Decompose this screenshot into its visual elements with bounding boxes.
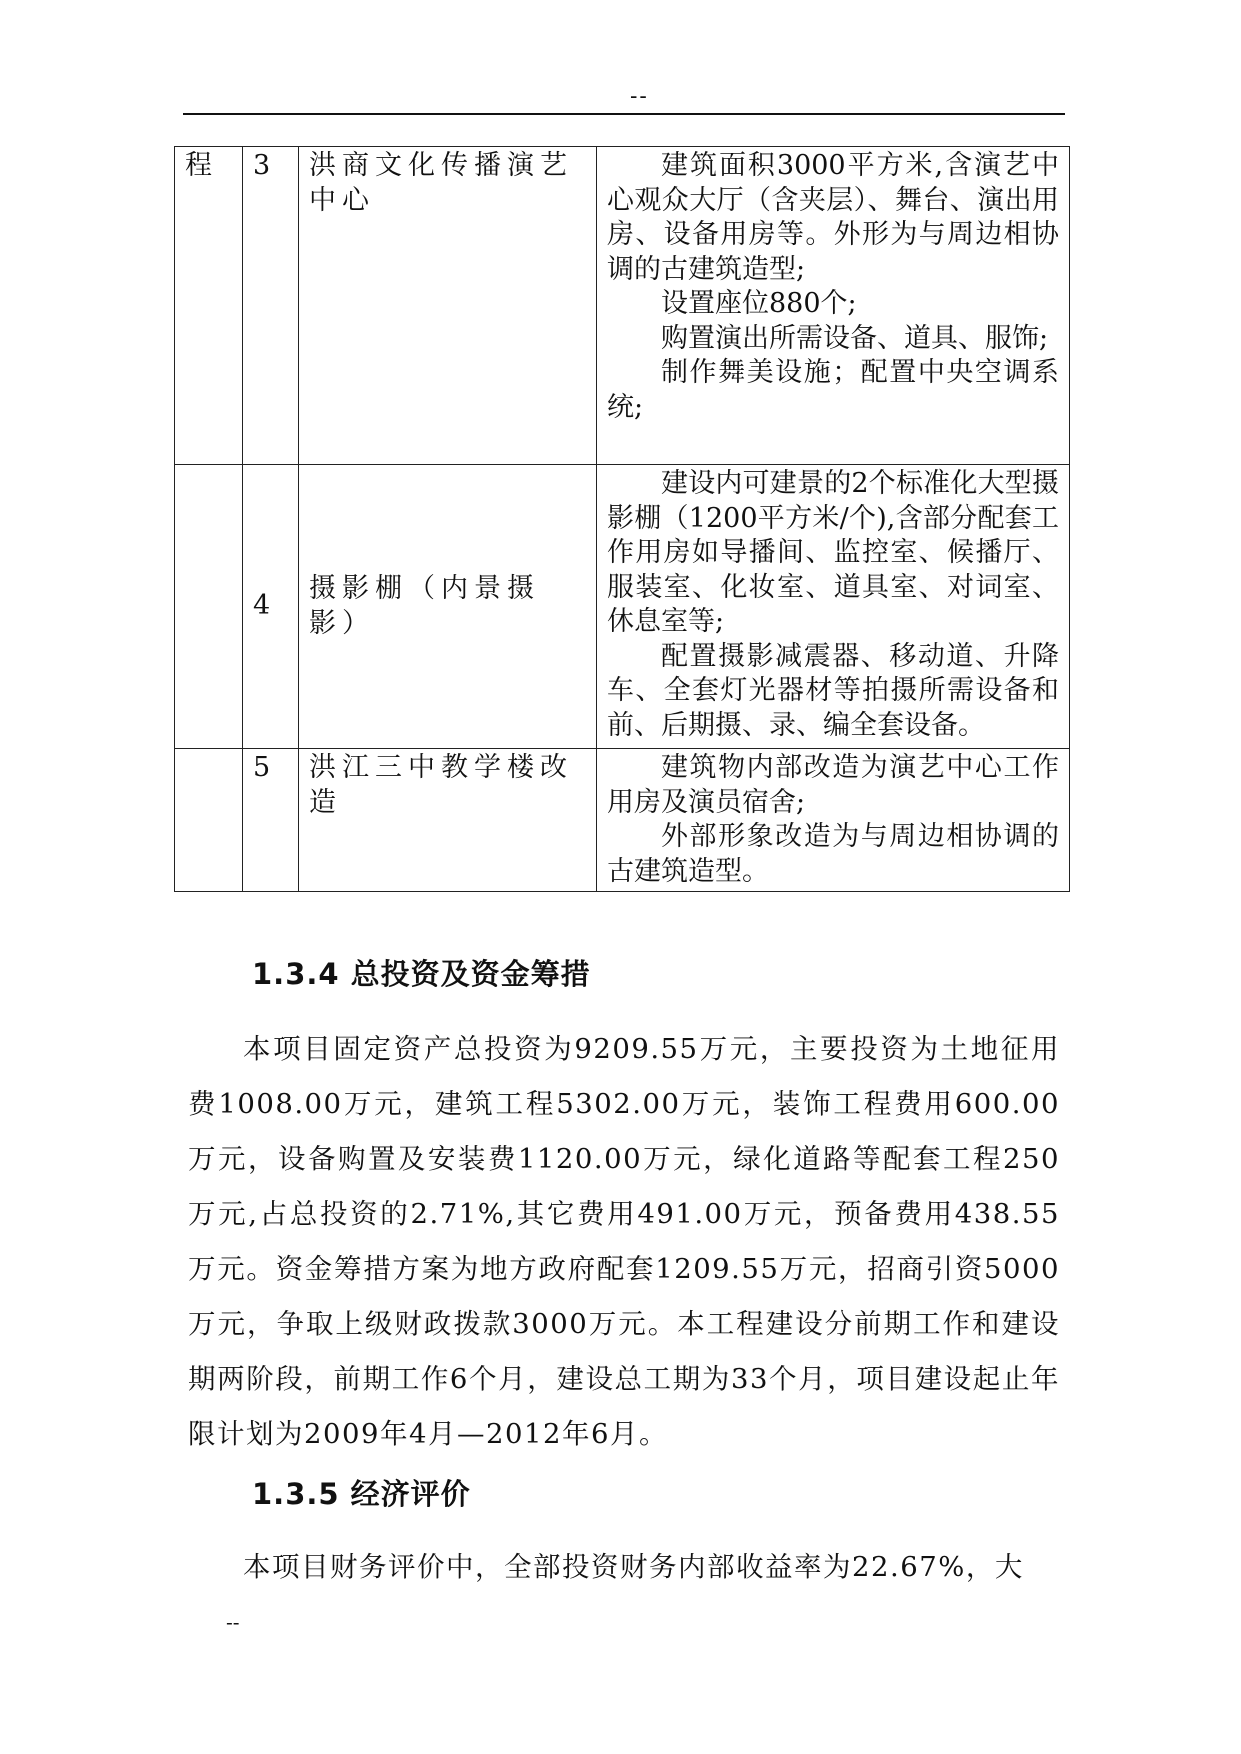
item-name-cell: 洪商文化传播演艺中心: [299, 147, 597, 465]
item-name-cell: 摄影棚（内景摄影）: [299, 465, 597, 749]
table-row: [175, 465, 1070, 749]
description-cell: [597, 465, 1070, 749]
number-cell: 3: [243, 147, 299, 465]
category-cell: [175, 749, 243, 892]
description-line: 配置摄影减震器、移动道、升降车、全套灯光器材等拍摄所需设备和前、后期摄、录、编全套设备。: [607, 640, 1059, 741]
header-rule: [183, 113, 1065, 115]
description-cell: [597, 147, 1070, 465]
table-row: [175, 147, 1070, 465]
investment-paragraph: [188, 1022, 1060, 1462]
description-line: 建筑物内部改造为演艺中心工作用房及演员宿舍;: [607, 752, 1059, 818]
section-heading-investment: 1.3.4 总投资及资金筹措: [252, 957, 591, 991]
header-mark: --: [630, 84, 649, 109]
number-cell: 4: [243, 465, 299, 749]
project-table: [174, 146, 1070, 892]
table-row: [175, 749, 1070, 892]
description-line: 建设内可建景的2个标准化大型摄影棚（1200平方米/个),含部分配套工作用房如导播间、监控室、候播厅、服装室、化妆室、道具室、对词室、休息室等;: [607, 468, 1059, 637]
item-name-cell: 洪江三中教学楼改造: [299, 749, 597, 892]
description-line: 外部形象改造为与周边相协调的古建筑造型。: [607, 821, 1059, 887]
paragraph-text: 本项目财务评价中，全部投资财务内部收益率为22.67%，大: [243, 1551, 1024, 1583]
economic-paragraph: [188, 1540, 1060, 1595]
description-line: 制作舞美设施；配置中央空调系统;: [607, 357, 1059, 423]
paragraph-text: 本项目固定资产总投资为9209.55万元，主要投资为土地征用费1008.00万元，建筑工程5302.00万元，装饰工程费用600.00万元，设备购置及安装费1120.00万元，绿化道路等配套工程250万元,占总投资的2.71%,其它费用491.00万元，预备费用438.55万元。资金筹措方案为地方政府配套1209.55万元，招商引资5000万元，争取上级财政拨款3000万元。本工程建设分前期工作和建设期两阶段，前期工作6个月，建设总工期为33个月，项目建设起止年限计划为2009年4月—2012年6月。: [188, 1033, 1060, 1450]
description-line: 购置演出所需设备、道具、服饰;: [661, 322, 1049, 354]
category-cell: 程: [175, 147, 243, 465]
number-cell: 5: [243, 749, 299, 892]
description-cell: [597, 749, 1070, 892]
category-cell: [175, 465, 243, 749]
section-heading-economic-evaluation: 1.3.5 经济评价: [252, 1477, 471, 1511]
description-line: 建筑面积3000平方米,含演艺中心观众大厅（含夹层）、舞台、演出用房、设备用房等。外形为与周边相协调的古建筑造型;: [607, 150, 1059, 285]
description-line: 设置座位880个;: [661, 288, 857, 319]
footer-mark: --: [226, 1610, 240, 1634]
